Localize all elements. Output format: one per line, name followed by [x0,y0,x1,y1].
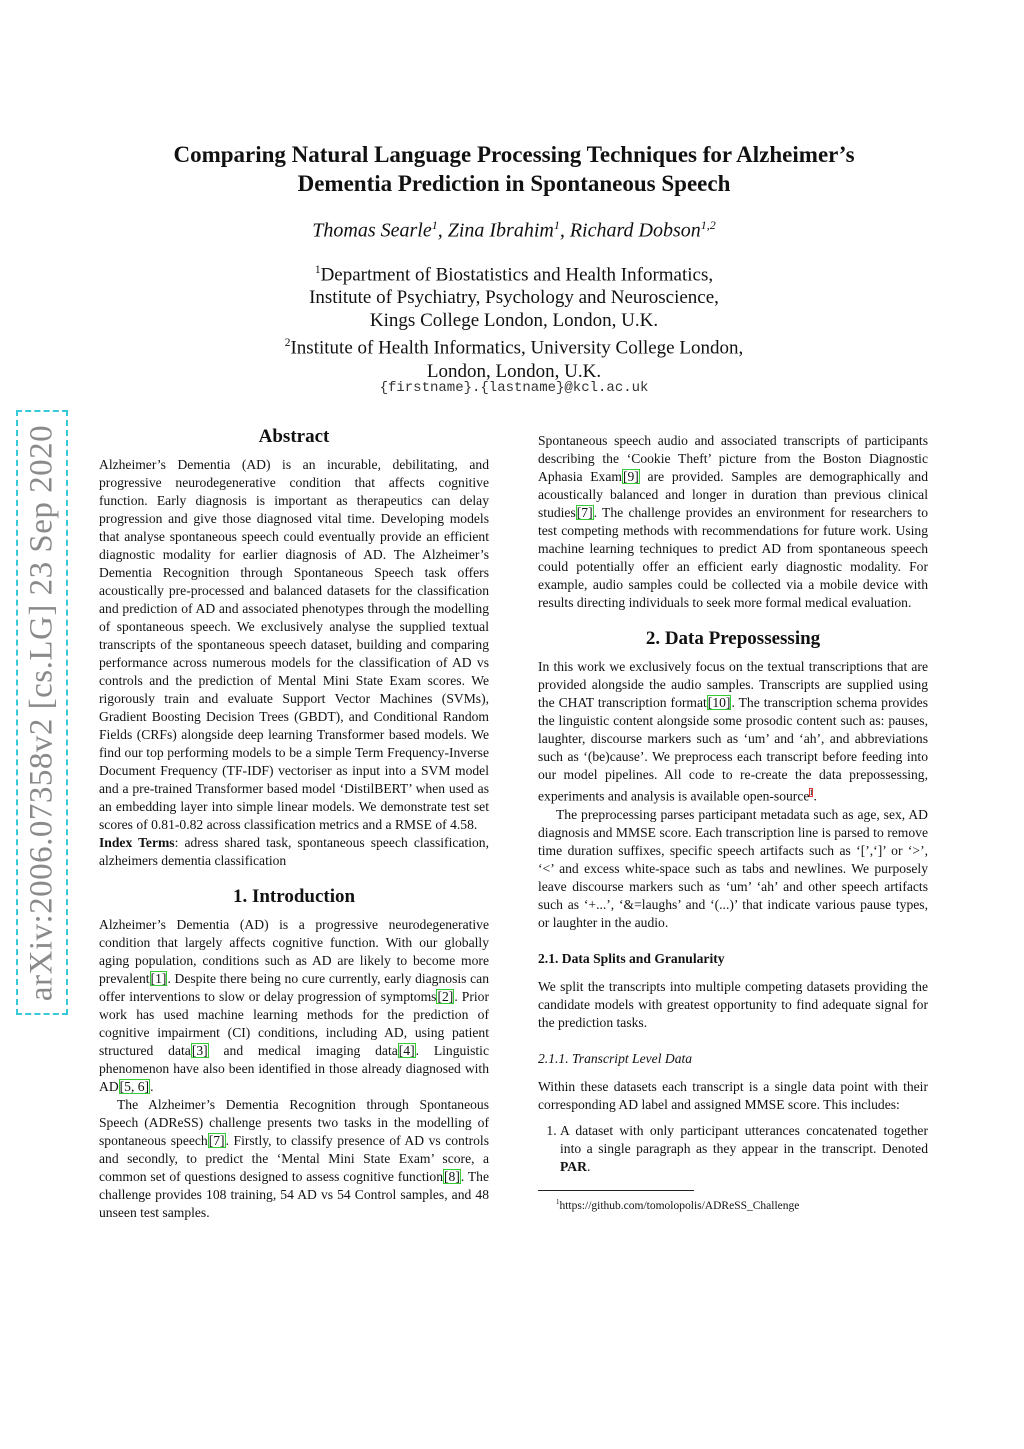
intro-paragraph-3: Spontaneous speech audio and associated transcripts of participants describing the ‘Cookie Theft’ picture from the Boston Diagnostic Aphasia Exam[9] are provided. Samples are demographically and acoustically balanced and longer in duration than previous clinical studies[7]. The challenge provides an environment for researchers to test competing methods with recommendations for future work. Using machine learning techniques to predict AD from spontaneous speech could potentially offer an efficient early diagnostic modality. For example, audio samples could be collected via a mobile device with results directing individuals to seek more formal medical evaluation. [538,433,928,610]
citation-link[interactable]: [7] [576,505,593,520]
citation-link[interactable]: [4] [398,1043,415,1058]
title-line-1: Comparing Natural Language Processing Techniques for Alzheimer’s [173,142,855,167]
affiliation-line-4: $^2$Institute of Health Informatics, University College London, [284,337,744,359]
footnote-number: 1 [556,1198,560,1206]
footnote-url-link[interactable]: https://github.com/tomolopolis/ADReSS_Challenge [559,1199,800,1212]
footnote-rule [538,1190,694,1191]
author-list: Thomas Searle$^1$, Zina Ibrahim$^1$, Richard Dobson$^{1,2}$ [312,218,716,242]
intro-heading: 1. Introduction [232,886,356,907]
footnote [538,1195,928,1214]
par-label: PAR [560,1158,587,1174]
section-2-paragraph-1: In this work we exclusively focus on the textual transcriptions that are provided alongside the audio samples. Transcripts are supplied using the CHAT transcription format[10]. The transcription schema provides the linguistic content alongside some prosodic content such as: pauses, laughter, discourse markers such as ‘um’ and ‘ah’, and abbreviations such as ‘(be)cause’. We preprocess each transcript before feeding into our model pipelines. All code to re-create the data prepossessing, experiments and analysis is available open-source$^1$. [538,659,928,804]
author-3: Richard Dobson [569,219,701,242]
right-column [538,432,928,1213]
citation-link[interactable]: [3] [191,1043,208,1058]
affiliation-line-3: Kings College London, London, U.K. [369,310,659,332]
affiliation-line-1: $^1$Department of Biostatistics and Health Informatics, [314,264,714,286]
author-2: Zina Ibrahim [447,219,554,242]
citation-link[interactable]: [9] [622,469,639,484]
citation-link[interactable]: [10] [707,695,731,710]
section-2-1-paragraph: We split the transcripts into multiple competing datasets providing the candidate models with greatest opportunity to find adequate signal for the prediction tasks. [538,978,928,1030]
index-terms-text: : adress shared task, spontaneous speech classification, alzheimers dementia classification [99,835,489,868]
footnote-link[interactable]: 1 [809,788,814,797]
intro-paragraph-2: The Alzheimer’s Dementia Recognition through Spontaneous Speech (ADReSS) challenge presents two tasks in the modelling of spontaneous speech[7]. Firstly, to classify presence of AD vs controls and secondly, to predict the ‘Mental Mini State Exam’ score, a common set of questions designed to assess cognitive function[8]. The challenge provides 108 training, 54 AD vs 54 Control samples, and 48 unseen test samples. [99,1097,490,1220]
arxiv-stamp-text: arXiv:2006.07358v2 [cs.LG] 23 Sep 2020 [23,424,60,1001]
section-2-heading: 2. Data Prepossessing [645,628,821,649]
author-1: Thomas Searle [312,219,432,242]
citation-link[interactable]: [7] [208,1133,225,1148]
abstract-heading: Abstract [258,426,330,447]
list-item: 1. A dataset with only participant utterances concatenated together into a single paragraph as they appear in the transcript. Denoted PAR. [560,1122,928,1176]
affiliation-line-2: Institute of Psychiatry, Psychology and Neuroscience, [309,287,719,309]
citation-link[interactable]: [2] [437,989,454,1004]
title-line-2: Dementia Prediction in Spontaneous Speech [297,171,731,196]
citation-link[interactable]: [8] [444,1169,460,1184]
citation-link[interactable]: [1] [150,971,167,986]
author-1-affil: 1 [431,218,438,232]
left-column [99,428,489,1222]
dataset-list [538,1122,928,1176]
section-2-1-heading: 2.1. Data Splits and Granularity [538,950,725,966]
affiliations [100,259,928,383]
citation-link[interactable]: [5, 6] [119,1079,150,1094]
section-2-paragraph-2: The preprocessing parses participant metadata such as age, sex, AD diagnosis and MMSE score. Each transcription line is parsed to remove time duration suffixes, specific speech artifacts such as ‘[’,‘]’ or ‘>’, ‘<’ and excess white-space such as tabs and newlines. We purposely leave discourse markers such as ‘um’ ‘ah’ and other speech artifacts such as ‘+...’, ‘&=laughs’ and ‘(...)’ that indicate various pause types, or laughter in the audio. [538,806,928,930]
author-2-affil: 1 [553,218,560,232]
author-3-affil: 1,2 [700,218,716,232]
index-terms [99,834,489,870]
affiliation-line-5: London, London, U.K. [426,360,602,382]
intro-paragraph-1: Alzheimer’s Dementia (AD) is a progressive neurodegenerative condition that largely affects cognitive function. With our globally aging population, conditions such as AD are likely to become more prevalent[1]. Despite there being no cure currently, early diagnosis can offer interventions to slow or delay progression of symptoms[2]. Prior work has used machine learning methods for the prediction of cognitive impairment (CI) conditions, including AD, using patient structured data[3] and medical imaging data[4]. Linguistic phenomenon have also been identified in those already diagnosed with AD[5, 6]. [99,917,489,1094]
section-2-1-1-heading: 2.1.1. Transcript Level Data [538,1050,693,1066]
abstract-text: Alzheimer’s Dementia (AD) is an incurable, debilitating, and progressive neurodegenerative condition that affects cognitive function. Early diagnosis is important as therapeutics can delay progression and give those diagnosed vital time. Developing models that analyse spontaneous speech could eventually provide an efficient diagnostic modality for earlier diagnosis of AD. The Alzheimer’s Dementia Recognition through Spontaneous Speech task offers acoustically pre-processed and balanced datasets for the classification and prediction of AD and associated phenotypes through the modelling of spontaneous speech. We exclusively analyse the supplied textual transcripts of the spontaneous speech dataset, building and comparing performance across numerous models for the classification of AD vs controls and the prediction of Mental Mini State Exam scores. We rigorously train and evaluate Support Vector Machines (SVMs), Gradient Boosting Decision Trees (GBDT), and Conditional Random Fields (CRFs) alongside deep learning Transformer based models. We find our top performing models to be a simple Term Frequency-Inverse Document Frequency (TF-IDF) vectoriser as input into a SVM model and a pre-trained Transformer based model ‘DistilBERT’ when used as an embedding layer into simple linear models. We demonstrate test set scores of 0.81-0.82 across classification metrics and a RMSE of 4.58. [99,457,489,832]
paper-title [100,140,928,198]
author-email: {firstname}.{lastname}@kcl.ac.uk [379,380,649,396]
section-2-1-1-paragraph: Within these datasets each transcript is a single data point with their corresponding AD label and assigned MMSE score. This includes: [538,1078,928,1112]
arxiv-stamp [16,410,68,1015]
index-terms-label: Index Terms [99,835,175,850]
